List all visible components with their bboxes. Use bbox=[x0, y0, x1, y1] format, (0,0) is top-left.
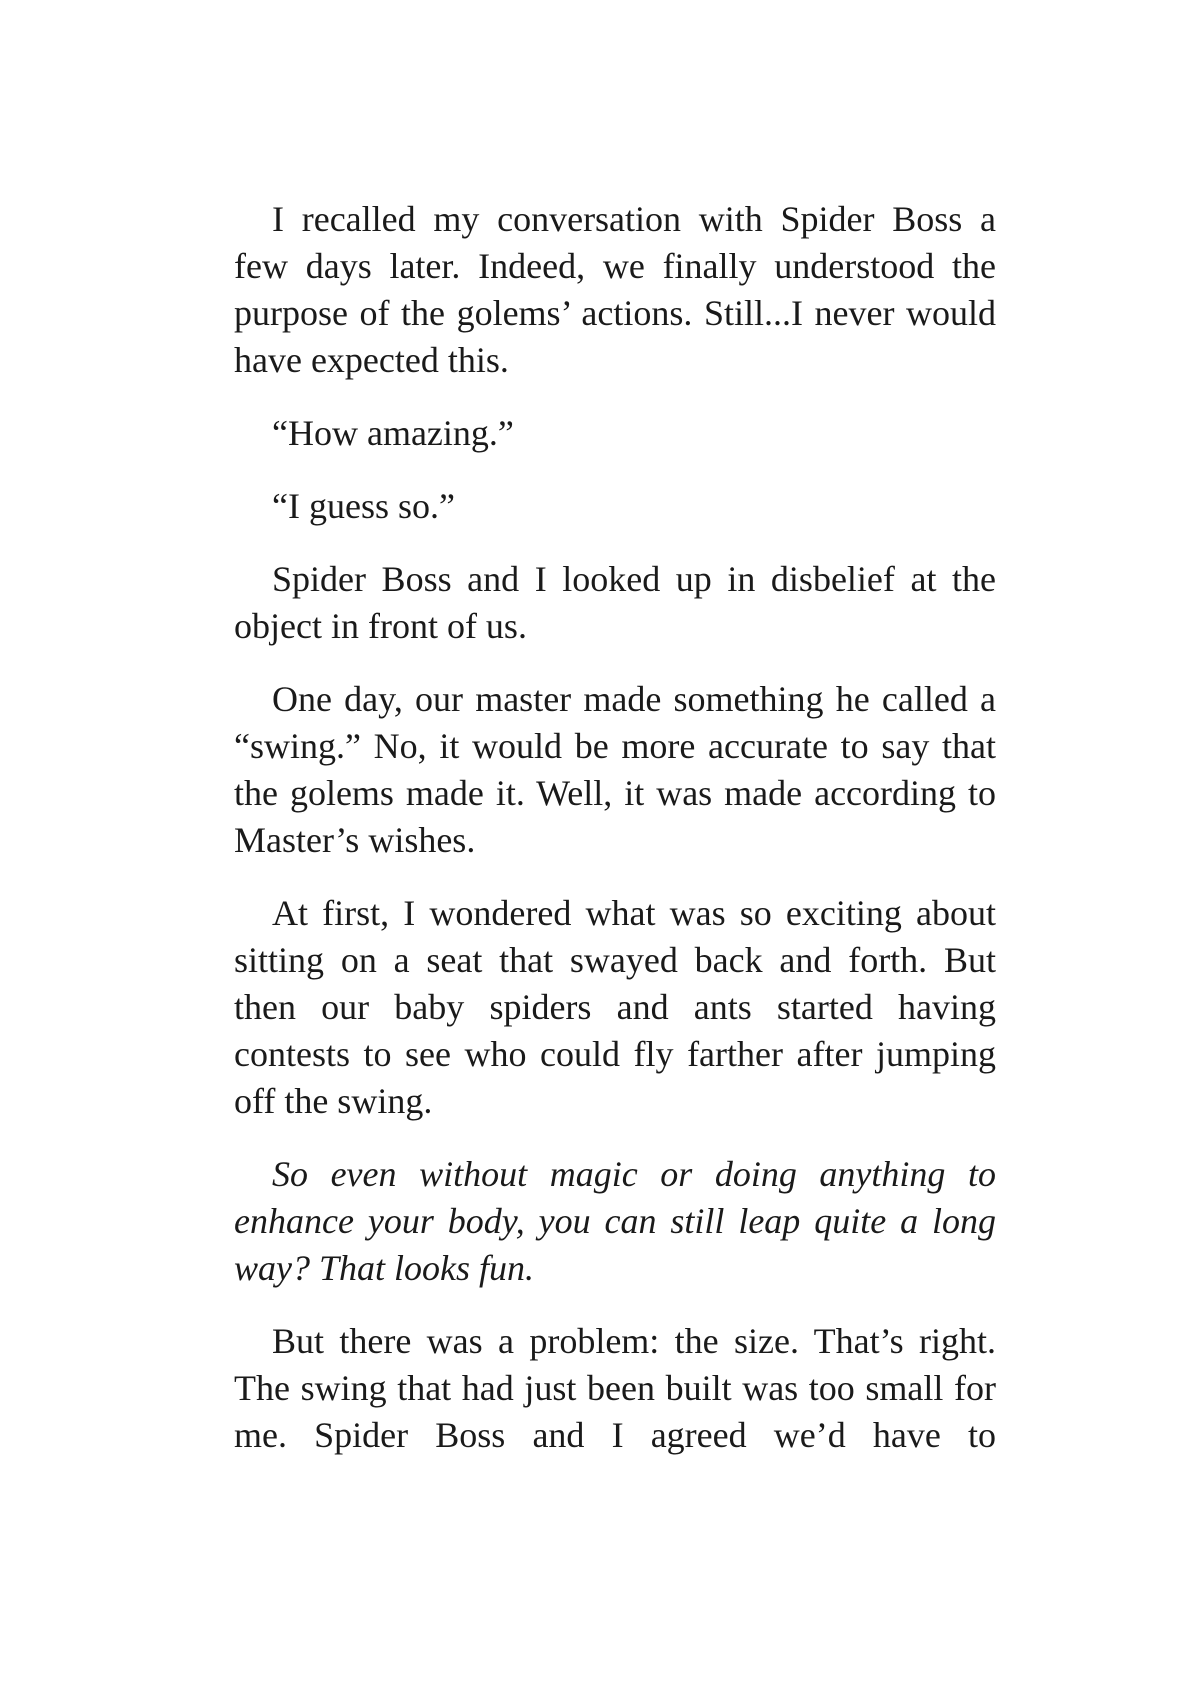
paragraph-6: At first, I wondered what was so exciting about sitting on a seat that swayed back and forth. But then our baby spiders and ants started having contests to see who could fly farther after jumping off the swing. bbox=[234, 893, 996, 1121]
paragraph-7-italic-thought: So even without magic or doing anything to enhance your body, you can still leap quite a long way? That looks fun. bbox=[234, 1154, 996, 1288]
paragraph-1: I recalled my conversation with Spider Boss a few days later. Indeed, we finally understood the purpose of the golems’ actions. Still...I never would have expected this. bbox=[234, 199, 996, 380]
paragraph-5: One day, our master made something he called a “swing.” No, it would be more accurate to say that the golems made it. Well, it was made according to Master’s wishes. bbox=[234, 679, 996, 860]
paragraph-3: “I guess so.” bbox=[272, 486, 455, 526]
paragraph-4: Spider Boss and I looked up in disbelief at the object in front of us. bbox=[234, 559, 996, 646]
paragraph-8-continued: But there was a problem: the size. That’s right. The swing that had just been built was too small for me. Spider Boss and I agreed we’d have to bbox=[234, 1321, 996, 1455]
page-body bbox=[234, 196, 996, 1485]
paragraph-2: “How amazing.” bbox=[272, 413, 514, 453]
